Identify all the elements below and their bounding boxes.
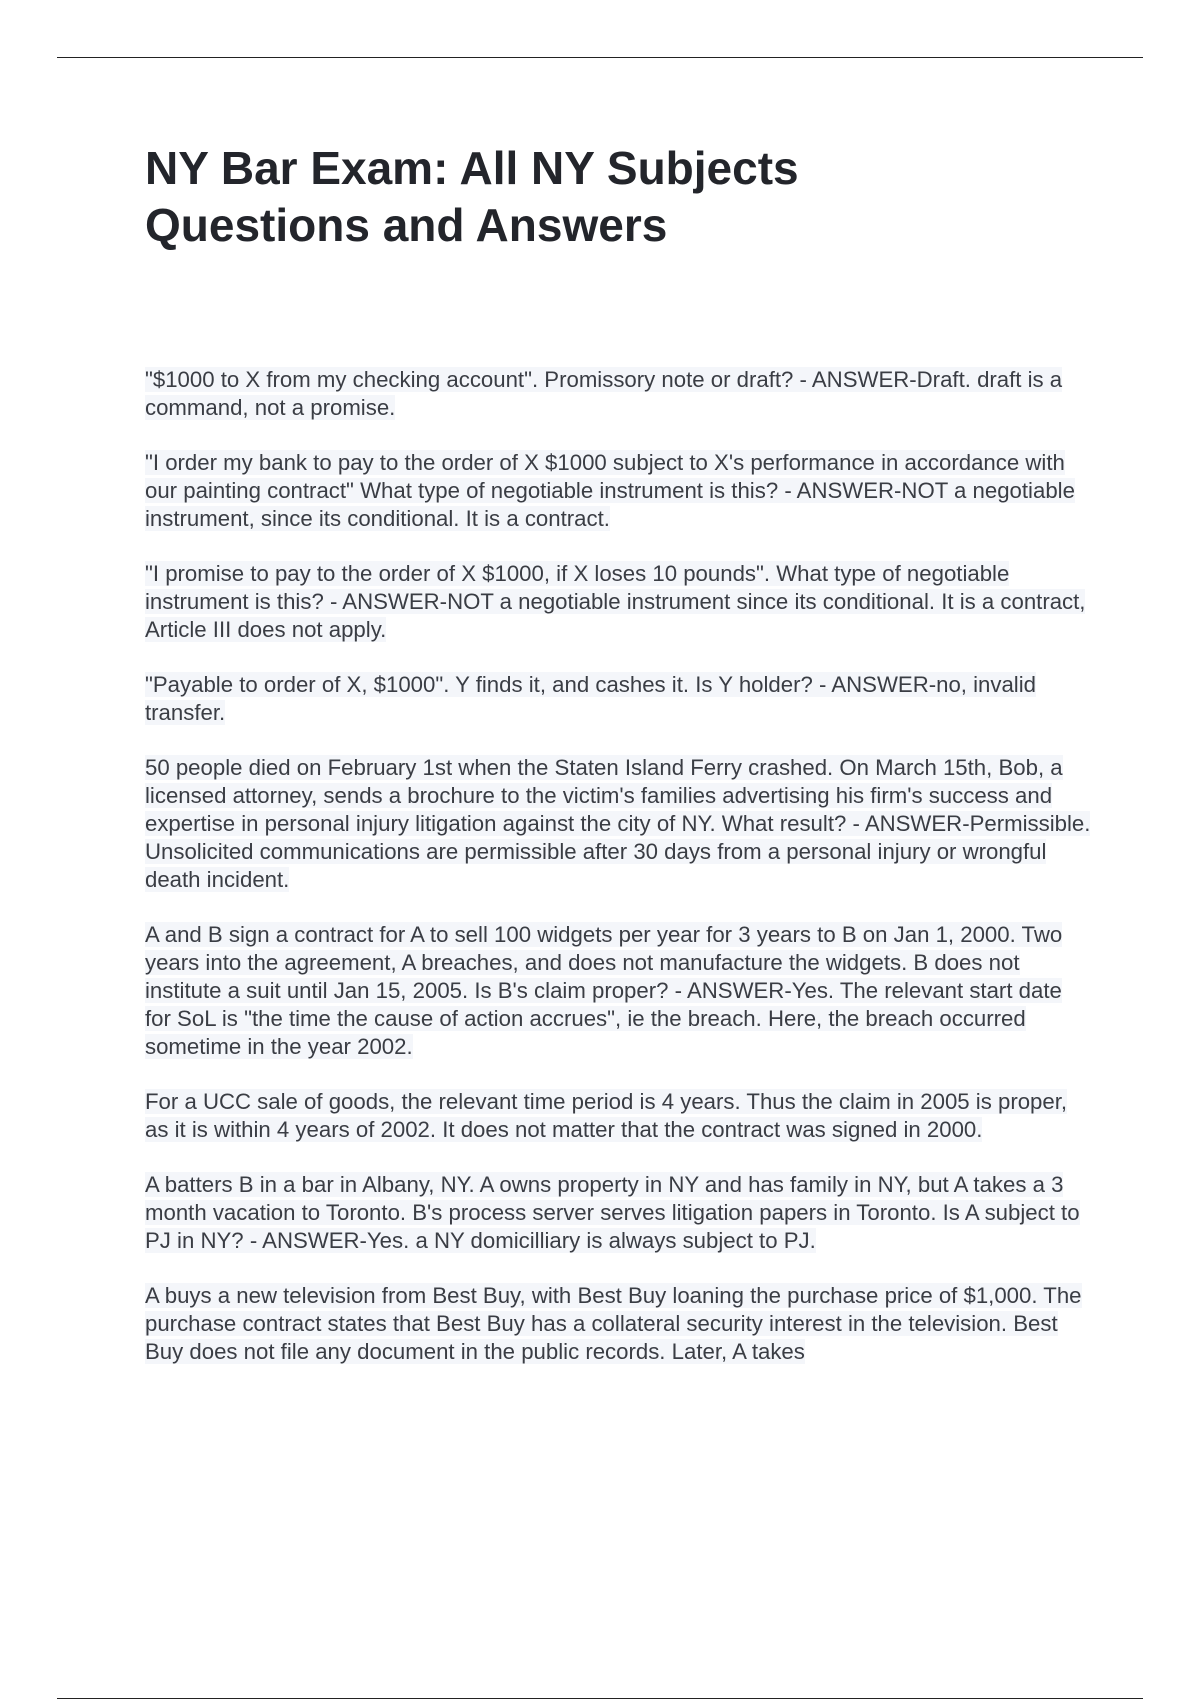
qa-entry-text: A and B sign a contract for A to sell 100 widgets per year for 3 years to B on Jan 1, 2000. Two years into the agreement, A breaches, and does not manufacture the widgets. B does not institute a suit until Jan 15, 2005. Is B's claim proper? - ANSWER-Yes. The relevant start date for SoL is "the time the cause of action accrues", ie the breach. Here, the breach occurred sometime in the year 2002. — [145, 922, 1063, 1059]
qa-entry — [145, 754, 1093, 894]
qa-entry — [145, 921, 1093, 1061]
qa-entry-text: A buys a new television from Best Buy, with Best Buy loaning the purchase price of $1,000. The purchase contract states that Best Buy has a collateral security interest in the television. Best Buy does not file any document in the public records. Later, A takes — [145, 1283, 1082, 1364]
qa-entry — [145, 366, 1093, 422]
qa-entry — [145, 1088, 1093, 1144]
bottom-rule — [57, 1698, 1143, 1699]
top-rule — [57, 57, 1143, 58]
qa-entry-text: For a UCC sale of goods, the relevant time period is 4 years. Thus the claim in 2005 is proper, as it is within 4 years of 2002. It does not matter that the contract was signed in 2000. — [145, 1089, 1068, 1142]
page-title-line-1: NY Bar Exam: All NY Subjects — [145, 142, 799, 194]
qa-list — [145, 366, 1093, 1393]
qa-entry — [145, 1282, 1093, 1366]
qa-entry — [145, 449, 1093, 533]
qa-entry-text: "I promise to pay to the order of X $1000, if X loses 10 pounds". What type of negotiable instrument is this? - ANSWER-NOT a negotiable instrument since its conditional. It is a contract, Article III does not apply. — [145, 561, 1086, 642]
qa-entry-text: "Payable to order of X, $1000". Y finds it, and cashes it. Is Y holder? - ANSWER-no, invalid transfer. — [145, 672, 1037, 725]
page-title — [145, 140, 1045, 254]
qa-entry — [145, 560, 1093, 644]
qa-entry-text: "$1000 to X from my checking account". Promissory note or draft? - ANSWER-Draft. draft is a command, not a promise. — [145, 367, 1063, 420]
qa-entry — [145, 1171, 1093, 1255]
qa-entry-text: A batters B in a bar in Albany, NY. A owns property in NY and has family in NY, but A takes a 3 month vacation to Toronto. B's process server serves litigation papers in Toronto. Is A subject to PJ in NY? - ANSWER-Yes. a NY domicilliary is always subject to PJ. — [145, 1172, 1080, 1253]
qa-entry-text: "I order my bank to pay to the order of X $1000 subject to X's performance in accordance with our painting contract" What type of negotiable instrument is this? - ANSWER-NOT a negotiable instrument, since its conditional. It is a contract. — [145, 450, 1075, 531]
qa-entry — [145, 671, 1093, 727]
qa-entry-text: 50 people died on February 1st when the Staten Island Ferry crashed. On March 15th, Bob, a licensed attorney, sends a brochure to the victim's families advertising his firm's success and expertise in personal injury litigation against the city of NY. What result? - ANSWER-Permissible. Unsolicited communications are permissible after 30 days from a personal injury or wrongful death incident. — [145, 755, 1091, 892]
page-title-line-2: Questions and Answers — [145, 199, 668, 251]
